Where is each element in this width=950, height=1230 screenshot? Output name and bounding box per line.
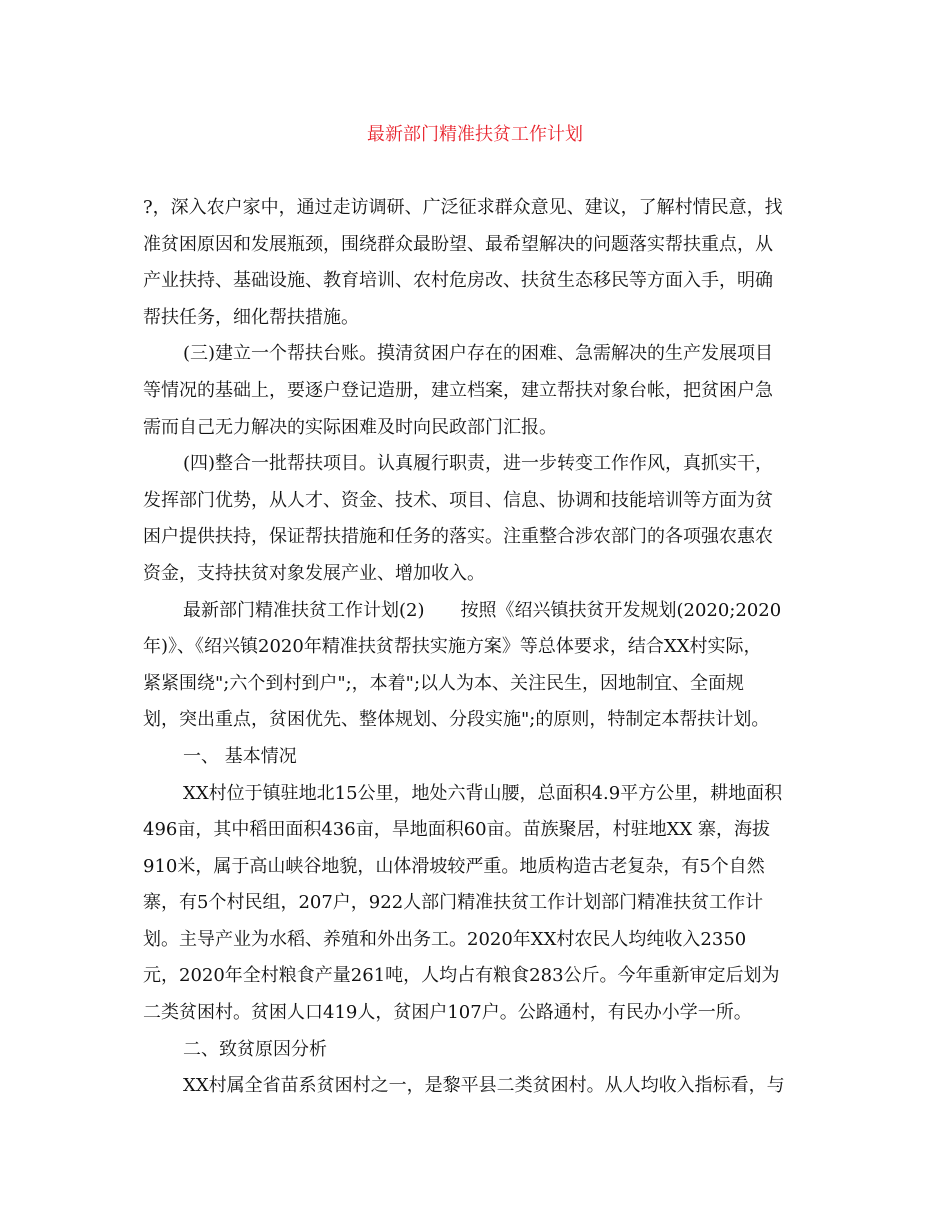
text-line: 划。主导产业为水稻、养殖和外出务工。2020年XX村农民人均纯收入2350 bbox=[143, 928, 747, 950]
text-line: 等情况的基础上，要逐户登记造册，建立档案，建立帮扶对象台帐，把贫困户急 bbox=[143, 379, 773, 401]
text-line: 帮扶任务，细化帮扶措施。 bbox=[143, 306, 359, 328]
document-title: 最新部门精准扶贫工作计划 bbox=[367, 124, 583, 145]
text-line: 困户提供扶持，保证帮扶措施和任务的落实。注重整合涉农部门的各项强农惠农 bbox=[143, 526, 773, 548]
text-line: ?，深入农户家中，通过走访调研、广泛征求群众意见、建议，了解村情民意，找 bbox=[143, 197, 783, 218]
text-line: XX村位于镇驻地北15公里，地处六背山腰，总面积4.9平方公里，耕地面积 bbox=[183, 782, 783, 804]
text-line: XX村属全省苗系贫困村之一，是黎平县二类贫困村。从人均收入指标看，与 bbox=[183, 1075, 785, 1097]
text-line: 二类贫困村。贫困人口419人，贫困户107户。公路通村，有民办小学一所。 bbox=[143, 1002, 752, 1024]
text-line: 910米，属于高山峡谷地貌，山体滑坡较严重。地质构造古老复杂，有5个自然 bbox=[143, 855, 765, 877]
text-line: 产业扶持、基础设施、教育培训、农村危房改、扶贫生态移民等方面入手，明确 bbox=[143, 270, 773, 292]
text-line: (四)整合一批帮扶项目。认真履行职责，进一步转变工作作风，真抓实干， bbox=[183, 453, 774, 475]
text-line: (三)建立一个帮扶台账。摸清贫困户存在的困难、急需解决的生产发展项目 bbox=[183, 343, 774, 365]
text-line: 划，突出重点，贫困优先、整体规划、分段实施";的原则，特制定本帮扶计划。 bbox=[143, 709, 770, 731]
text-line: 元，2020年全村粮食产量261吨，人均占有粮食283公斤。今年重新审定后划为 bbox=[143, 965, 780, 987]
text-line: 寨，有5个村民组，207户，922人部门精准扶贫工作计划部门精准扶贫工作计 bbox=[143, 892, 764, 914]
text-line: 一、 基本情况 bbox=[183, 745, 297, 767]
text-line: 最新部门精准扶贫工作计划(2) 按照《绍兴镇扶贫开发规划(2020;2020 bbox=[183, 599, 782, 621]
text-line: 资金，支持扶贫对象发展产业、增加收入。 bbox=[143, 562, 485, 584]
text-line: 准贫困原因和发展瓶颈，围绕群众最盼望、最希望解决的问题落实帮扶重点，从 bbox=[143, 233, 773, 255]
text-line: 紧紧围绕";六个到村到户";，本着";以人为本、关注民生，因地制宜、全面规 bbox=[143, 672, 745, 694]
text-line: 发挥部门优势，从人才、资金、技术、项目、信息、协调和技能培训等方面为贫 bbox=[143, 489, 773, 511]
text-line: 需而自己无力解决的实际困难及时向民政部门汇报。 bbox=[143, 416, 557, 438]
text-line: 二、致贫原因分析 bbox=[183, 1038, 327, 1060]
document-body bbox=[143, 190, 808, 1105]
text-line: 496亩，其中稻田面积436亩，旱地面积60亩。苗族聚居，村驻地XX 寨，海拔 bbox=[143, 819, 770, 841]
text-line: 年)》、《绍兴镇2020年精准扶贫帮扶实施方案》等总体要求，结合XX村实际， bbox=[143, 636, 762, 658]
